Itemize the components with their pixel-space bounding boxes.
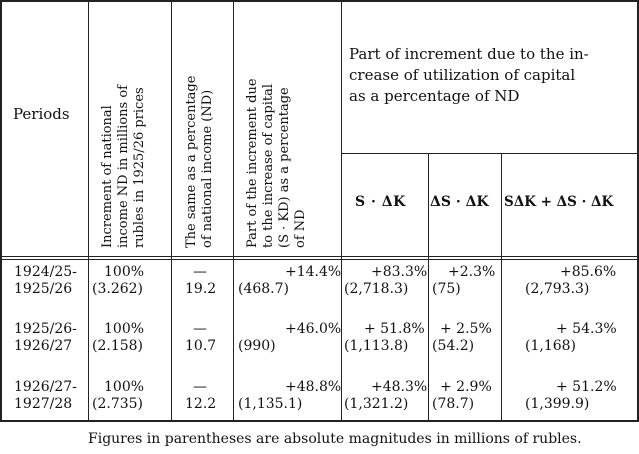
row1-same-1: — xyxy=(193,264,207,280)
row2-same-2: 10.7 xyxy=(185,338,217,354)
col-line-5 xyxy=(428,153,429,422)
row3-sdk-1: +48.3% xyxy=(371,379,428,395)
header-increment-line-1: Increment of national xyxy=(100,105,115,248)
group-subrule xyxy=(341,153,639,154)
row1-capital-1: +14.4% xyxy=(285,264,342,280)
table-border-top xyxy=(0,0,639,2)
row3-dsdk-1: + 2.9% xyxy=(440,379,492,395)
row1-increment-1: 100% xyxy=(104,264,145,280)
row1-total-1: +85.6% xyxy=(560,264,617,280)
row3-capital-2: (1,135.1) xyxy=(238,396,303,412)
subheader-total: SΔK + ΔS · ΔK xyxy=(504,194,614,210)
header-capital-line-3: (S · KD) as a percentage xyxy=(277,87,292,248)
row2-total-1: + 54.3% xyxy=(556,321,617,337)
header-utilization-line-1: Part of increment due to the in- xyxy=(349,45,589,63)
col-line-6 xyxy=(501,153,502,422)
col-line-4 xyxy=(341,0,342,422)
row2-total-2: (1,168) xyxy=(525,338,577,354)
col-line-1 xyxy=(88,0,89,422)
header-capital-line-1: Part of the increment due xyxy=(245,78,260,248)
row1-period-2: 1925/26 xyxy=(14,281,73,297)
row3-sdk-2: (1,321.2) xyxy=(344,396,409,412)
row1-sdk-1: +83.3% xyxy=(371,264,428,280)
header-utilization-line-3: as a percentage of ND xyxy=(349,87,520,105)
row3-same-1: — xyxy=(193,379,207,395)
col-line-3 xyxy=(233,0,234,422)
row3-same-2: 12.2 xyxy=(185,396,217,412)
row1-same-2: 19.2 xyxy=(185,281,217,297)
row1-dsdk-2: (75) xyxy=(432,281,461,297)
subheader-s-dk: S · ΔK xyxy=(355,194,406,210)
row1-increment-2: (3.262) xyxy=(92,281,144,297)
row3-increment-2: (2.735) xyxy=(92,396,144,412)
row2-capital-2: (990) xyxy=(238,338,276,354)
header-increment-line-3: rubles in 1925/26 prices xyxy=(132,87,147,248)
header-capital-line-2: to the increase of capital xyxy=(261,84,276,248)
header-utilization-line-2: crease of utilization of capital xyxy=(349,66,576,84)
row2-dsdk-2: (54.2) xyxy=(432,338,475,354)
row1-sdk-2: (2,718.3) xyxy=(344,281,409,297)
header-increment-nd xyxy=(100,85,148,248)
header-periods: Periods xyxy=(13,105,70,123)
header-same-pct xyxy=(184,76,216,248)
header-part-utilization xyxy=(349,44,589,107)
row3-total-2: (1,399.9) xyxy=(525,396,590,412)
row1-total-2: (2,793.3) xyxy=(525,281,590,297)
header-increment-line-2: income ND in millions of xyxy=(116,85,131,248)
header-capital-line-4: of ND xyxy=(293,209,308,248)
row3-period-2: 1927/28 xyxy=(14,396,73,412)
row2-period-2: 1926/27 xyxy=(14,338,73,354)
row2-sdk-1: + 51.8% xyxy=(364,321,425,337)
row1-capital-2: (468.7) xyxy=(238,281,290,297)
header-rule-2 xyxy=(0,259,639,260)
row2-same-1: — xyxy=(193,321,207,337)
col-line-2 xyxy=(171,0,172,422)
header-rule-1 xyxy=(0,256,639,257)
footnote: Figures in parentheses are absolute magnitudes in millions of rubles. xyxy=(88,431,582,447)
row2-sdk-2: (1,113.8) xyxy=(344,338,409,354)
row2-capital-1: +46.0% xyxy=(285,321,342,337)
row2-increment-1: 100% xyxy=(104,321,145,337)
row1-period-1: 1924/25- xyxy=(14,264,77,280)
subheader-ds-dk: ΔS · ΔK xyxy=(430,194,489,210)
row2-dsdk-1: + 2.5% xyxy=(440,321,492,337)
row3-increment-1: 100% xyxy=(104,379,145,395)
table-border-left xyxy=(0,0,2,422)
row1-dsdk-1: +2.3% xyxy=(448,264,496,280)
row3-total-1: + 51.2% xyxy=(556,379,617,395)
row2-period-1: 1925/26- xyxy=(14,321,77,337)
header-same-pct-line-2: of national income (ND) xyxy=(200,89,215,248)
row3-dsdk-2: (78.7) xyxy=(432,396,475,412)
row3-period-1: 1926/27- xyxy=(14,379,77,395)
row3-capital-1: +48.8% xyxy=(285,379,342,395)
table-border-bottom xyxy=(0,420,639,422)
header-part-capital xyxy=(245,78,309,248)
header-same-pct-line-1: The same as a percentage xyxy=(184,75,199,248)
row2-increment-2: (2.158) xyxy=(92,338,144,354)
